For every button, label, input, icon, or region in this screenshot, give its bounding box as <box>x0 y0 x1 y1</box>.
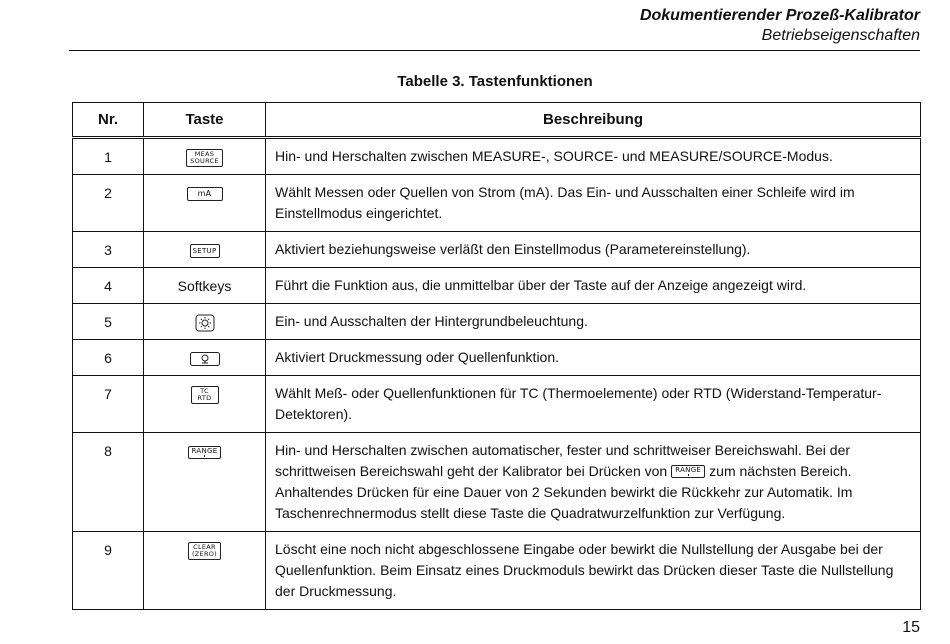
table-row <box>73 268 921 304</box>
row-number: 9 <box>73 532 144 610</box>
table-row <box>73 304 921 340</box>
page-number: 15 <box>902 619 920 636</box>
key-label: CLEAR <box>193 543 216 552</box>
backlight-key-icon <box>195 314 215 332</box>
key-cell <box>144 138 266 175</box>
key-label: SOURCE <box>190 157 219 166</box>
row-number: 3 <box>73 232 144 268</box>
table-row <box>73 376 921 433</box>
description-text: zum nächsten Bereich. Anhaltendes Drücken für eine Dauer von 2 Sekunden bewirkt die Rückkehr zur Automatik. Im Taschenrechnermodus stellt diese Taste die Quadratwurzelfunktion zur Verfügung. <box>275 463 853 521</box>
key-cell: Softkeys <box>144 268 266 304</box>
row-description: Löscht eine noch nicht abgeschlossene Eingabe oder bewirkt die Nullstellung der Ausgabe bei der Quellenfunktion. Beim Einsatz eines Druckmoduls bewirkt das Drücken dieser Taste die Nullstellung der Druckmessung. <box>266 532 921 610</box>
key-label: SETUP <box>192 247 217 256</box>
row-description <box>266 433 921 532</box>
key-cell <box>144 340 266 376</box>
row-number: 5 <box>73 304 144 340</box>
key-label: RANGE <box>191 446 218 455</box>
row-description: Wählt Messen oder Quellen von Strom (mA). Das Ein- und Ausschalten einer Schleife wird im Einstellmodus eingerichtet. <box>266 175 921 232</box>
row-description: Wählt Meß- oder Quellenfunktionen für TC (Thermoelemente) oder RTD (Widerstand-Temperatur-Detektoren). <box>266 376 921 433</box>
pressure-key-icon <box>190 352 220 366</box>
table-row <box>73 340 921 376</box>
row-number: 7 <box>73 376 144 433</box>
table-header-row <box>73 103 921 138</box>
page-header-title: Dokumentierender Prozeß-Kalibrator <box>639 7 920 24</box>
description-text: Hin- und Herschalten zwischen automatischer, fester und schrittweiser Bereichswahl. Bei der schrittweisen Bereichswahl geht der Kalibrator bei Drücken von <box>275 442 851 479</box>
key-label: TC <box>200 387 209 396</box>
key-cell <box>144 232 266 268</box>
row-number: 1 <box>73 138 144 175</box>
tc-rtd-key-icon <box>191 386 219 404</box>
table-row <box>73 138 921 175</box>
header-rule <box>69 50 920 51</box>
table-caption: Tabelle 3. Tastenfunktionen <box>397 73 593 90</box>
table-row <box>73 433 921 532</box>
key-cell <box>144 304 266 340</box>
key-cell <box>144 532 266 610</box>
key-label: RANGE <box>675 465 702 474</box>
row-description: Aktiviert beziehungsweise verläßt den Einstellmodus (Parametereinstellung). <box>266 232 921 268</box>
row-description: Ein- und Ausschalten der Hintergrundbeleuchtung. <box>266 304 921 340</box>
page-header-subtitle: Betriebseigenschaften <box>761 27 920 44</box>
key-label: RTD <box>197 394 212 403</box>
key-label: MEAS <box>194 150 215 159</box>
row-description: Führt die Funktion aus, die unmittelbar über der Taste auf der Anzeige angezeigt wird. <box>266 268 921 304</box>
meas-source-key-icon <box>186 149 223 167</box>
row-number: 6 <box>73 340 144 376</box>
setup-key-icon <box>190 244 220 258</box>
key-label: (ZERO) <box>191 550 218 559</box>
ma-key-icon <box>187 187 223 201</box>
table-row <box>73 232 921 268</box>
row-number: 4 <box>73 268 144 304</box>
row-number: 2 <box>73 175 144 232</box>
key-cell <box>144 175 266 232</box>
key-label: mA <box>197 189 212 199</box>
key-functions-table <box>72 102 921 610</box>
clear-zero-key-icon <box>188 542 221 560</box>
table-row <box>73 532 921 610</box>
range-key-icon <box>188 446 222 459</box>
column-header-description: Beschreibung <box>266 103 921 138</box>
column-header-nr: Nr. <box>73 103 144 138</box>
row-number: 8 <box>73 433 144 532</box>
row-description: Hin- und Herschalten zwischen MEASURE-, SOURCE- und MEASURE/SOURCE-Modus. <box>266 138 921 175</box>
key-cell <box>144 433 266 532</box>
column-header-key: Taste <box>144 103 266 138</box>
table-row <box>73 175 921 232</box>
range-key-icon <box>671 465 705 478</box>
key-cell <box>144 376 266 433</box>
row-description: Aktiviert Druckmessung oder Quellenfunktion. <box>266 340 921 376</box>
